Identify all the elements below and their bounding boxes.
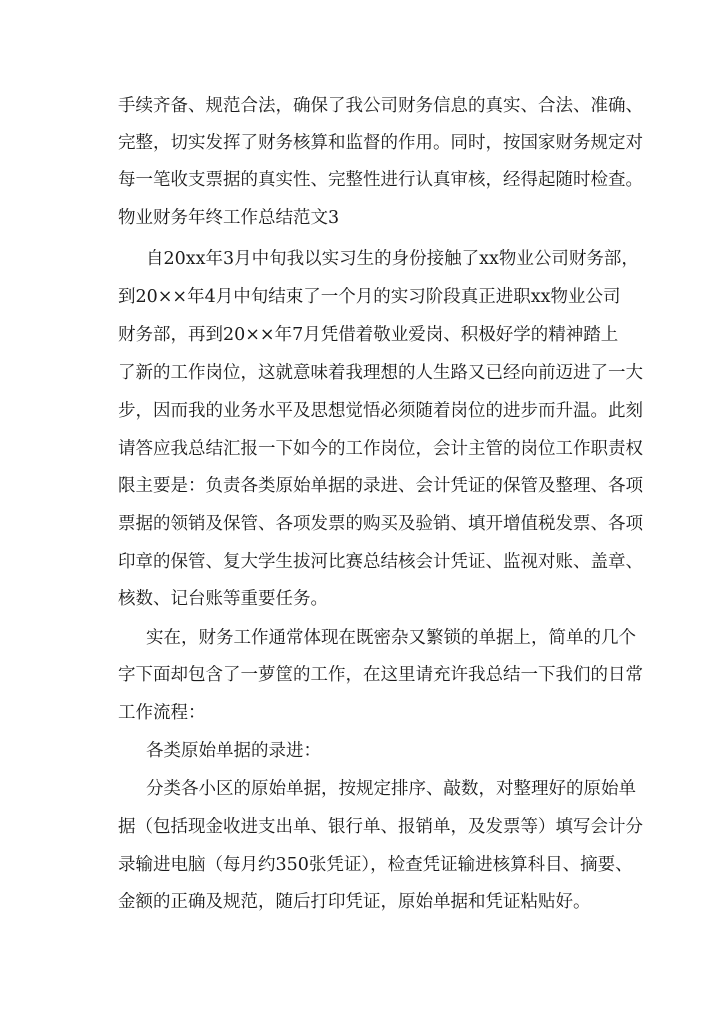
text-line: 据（包括现金收进支出单、银行单、报销单，及发票等）填写会计分 [118,817,643,837]
text-line: 字下面却包含了一萝筐的工作，在这里请充许我总结一下我们的日常 [118,665,643,685]
text-line: 完整，切实发挥了财务核算和监督的作用。同时，按国家财务规定对 [118,133,643,153]
text-line: 自20xx年3月中旬我以实习生的身份接触了xx物业公司财务部， [146,249,639,269]
text-line: 实在，财务工作通常体现在既密杂又繁锁的单据上，简单的几个 [146,628,636,648]
text-line: 印章的保管、复大学生拔河比赛总结核会计凭证、监视对账、盖章、 [118,552,643,572]
text-line: 限主要是：负责各类原始单据的录进、会计凭证的保管及整理、各项 [118,476,643,496]
text-line: 票据的领销及保管、各项发票的购买及验销、填开增值税发票、各项 [118,514,643,534]
text-line: 到20××年4月中旬结束了一个月的实习阶段真正进职xx物业公司 [118,287,621,307]
text-line: 核数、记台账等重要任务。 [118,589,328,609]
subheading: 各类原始单据的录进： [146,741,321,761]
text-line: 步，因而我的业务水平及思想觉悟必须随着岗位的进步而升温。此刻 [118,401,643,421]
text-line: 金额的正确及规范，随后打印凭证，原始单据和凭证粘贴好。 [118,892,591,912]
text-line: 分类各小区的原始单据，按规定排序、敲数，对整理好的原始单 [146,779,636,799]
text-line: 录输进电脑（每月约350张凭证），检查凭证输进核算科目、摘要、 [118,855,633,875]
text-line: 了新的工作岗位，这就意味着我理想的人生路又已经向前迈进了一大 [118,363,643,383]
section-heading: 物业财务年终工作总结范文3 [118,208,340,228]
text-line: 每一笔收支票据的真实性、完整性进行认真审核，经得起随时检查。 [118,170,643,190]
text-line: 财务部，再到20××年7月凭借着敬业爱岗、积极好学的精神踏上 [118,325,619,345]
text-line: 工作流程： [118,703,206,723]
text-line: 请答应我总结汇报一下如今的工作岗位，会计主管的岗位工作职责权 [118,439,643,459]
text-line: 手续齐备、规范合法，确保了我公司财务信息的真实、合法、准确、 [118,96,643,116]
